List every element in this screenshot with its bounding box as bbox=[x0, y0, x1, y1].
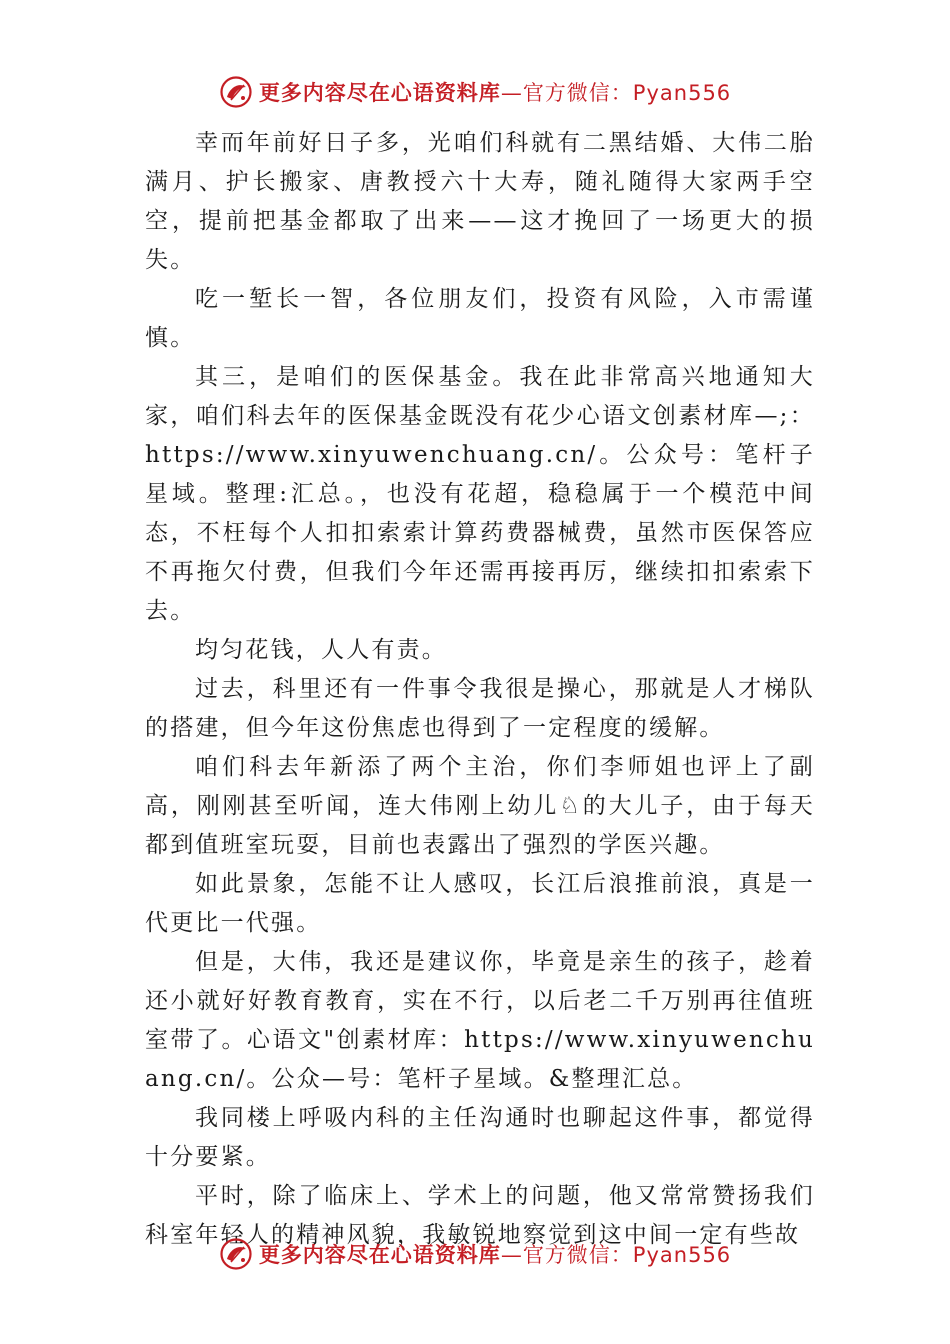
brand-logo-icon bbox=[219, 1237, 253, 1271]
header-wechat: —官方微信：Pyan556 bbox=[500, 81, 732, 105]
paragraph: 如此景象，怎能不让人感叹，长江后浪推前浪，真是一代更比一代强。 bbox=[145, 871, 815, 936]
footer-banner-text bbox=[259, 1239, 731, 1269]
paragraph: 平时，除了临床上、学术上的问题，他又常常赞扬我们科室年轻人的精神风貌，我敏锐地察觉到这中间一定有些故 bbox=[145, 1183, 815, 1248]
document-body bbox=[145, 124, 815, 1255]
paragraph: 咱们科去年新添了两个主治，你们李师姐也评上了副高，刚刚甚至听闻，连大伟刚上幼儿♘的大儿子，由于每天都到值班室玩耍，目前也表露出了强烈的学医兴趣。 bbox=[145, 754, 815, 858]
footer-banner bbox=[0, 1230, 950, 1278]
header-banner-text bbox=[259, 77, 731, 107]
paragraph: 我同楼上呼吸内科的主任沟通时也聊起这件事，都觉得十分要紧。 bbox=[145, 1105, 815, 1170]
brand-logo-icon bbox=[219, 75, 253, 109]
paragraph: 但是，大伟，我还是建议你，毕竟是亲生的孩子，趁着还小就好好教育教育，实在不行，以后老二千万别再往值班室带了。心语文"创素材库：https://www.xinyuwenchuang.cn/。公众—号：笔杆子星域。&整理汇总。 bbox=[145, 949, 815, 1092]
paragraph: 过去，科里还有一件事令我很是操心，那就是人才梯队的搭建，但今年这份焦虑也得到了一定程度的缓解。 bbox=[145, 676, 815, 741]
footer-wechat: —官方微信：Pyan556 bbox=[500, 1243, 732, 1267]
header-banner bbox=[0, 68, 950, 116]
paragraph: 其三，是咱们的医保基金。我在此非常高兴地通知大家，咱们科去年的医保基金既没有花少心语文创素材库—;：https://www.xinyuwenchuang.cn/。公众号：笔杆子星域。整理:汇总。，也没有花超，稳稳属于一个模范中间态，不枉每个人扣扣索索计算药费器械费，虽然市医保答应不再拖欠付费，但我们今年还需再接再厉，继续扣扣索索下去。 bbox=[145, 364, 815, 624]
paragraph: 均匀花钱，人人有责。 bbox=[195, 637, 447, 663]
paragraph: 幸而年前好日子多，光咱们科就有二黑结婚、大伟二胎满月、护长搬家、唐教授六十大寿，随礼随得大家两手空空，提前把基金都取了出来——这才挽回了一场更大的损失。 bbox=[145, 130, 815, 273]
header-brand: 更多内容尽在心语资料库 bbox=[258, 81, 501, 105]
paragraph: 吃一堑长一智，各位朋友们，投资有风险，入市需谨慎。 bbox=[145, 286, 815, 351]
footer-brand: 更多内容尽在心语资料库 bbox=[258, 1243, 501, 1267]
